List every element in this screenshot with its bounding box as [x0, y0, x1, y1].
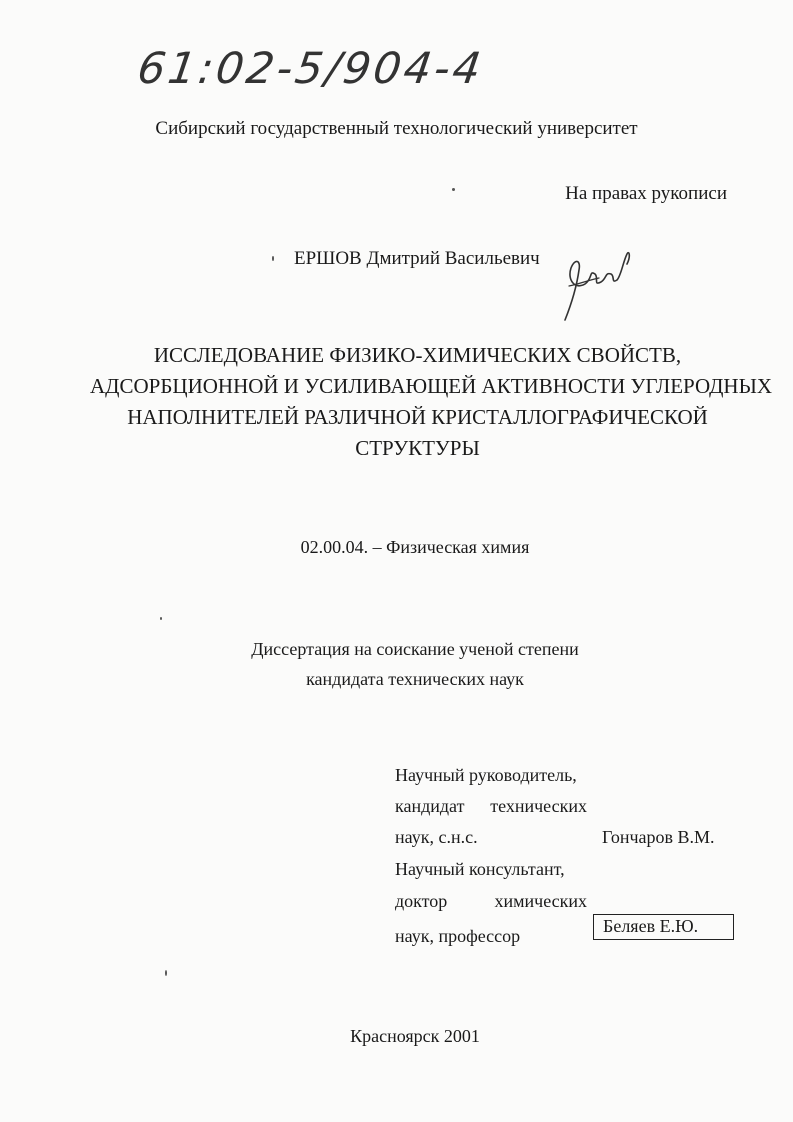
consultant-role: Научный консультант,: [395, 859, 565, 879]
rights-note: На правах рукописи: [565, 183, 727, 204]
scan-speck: [160, 617, 162, 620]
title-line: СТРУКТУРЫ: [355, 436, 480, 460]
dissertation-title: [90, 340, 773, 464]
specialty-code: 02.00.04. – Физическая химия: [300, 537, 530, 557]
scan-speck: [452, 188, 455, 191]
supervisor-name: Гончаров В.М.: [602, 827, 715, 847]
supervisor-degree-line1: кандидат технических: [395, 796, 587, 816]
supervisor-degree-line2: наук, с.н.с.: [395, 827, 478, 847]
title-line: НАПОЛНИТЕЛЕЙ РАЗЛИЧНОЙ КРИСТАЛЛОГРАФИЧЕСКОЙ: [127, 405, 708, 429]
consultant-degree-line2: наук, профессор: [395, 926, 521, 946]
archive-number: 61:02-5/904-4: [134, 44, 487, 94]
consultant-name: Беляев Е.Ю.: [593, 914, 734, 940]
city-year: Красноярск 2001: [350, 1026, 480, 1046]
author-name: ЕРШОВ Дмитрий Васильевич: [294, 248, 540, 269]
author-signature: [555, 240, 645, 330]
university-name: Сибирский государственный технологический университет: [155, 118, 638, 139]
degree-statement: [0, 634, 793, 694]
degree-line: кандидата технических наук: [306, 669, 524, 689]
title-line: ИССЛЕДОВАНИЕ ФИЗИКО-ХИМИЧЕСКИХ СВОЙСТВ,: [153, 343, 682, 367]
scan-speck: [165, 970, 167, 976]
supervisor-role: Научный руководитель,: [395, 765, 577, 785]
scan-speck: [272, 256, 274, 261]
consultant-degree-line1: доктор химических: [395, 891, 587, 911]
title-line: АДСОРБЦИОННОЙ И УСИЛИВАЮЩЕЙ АКТИВНОСТИ УГЛЕРОДНЫХ: [90, 374, 773, 398]
degree-line: Диссертация на соискание ученой степени: [251, 639, 579, 659]
